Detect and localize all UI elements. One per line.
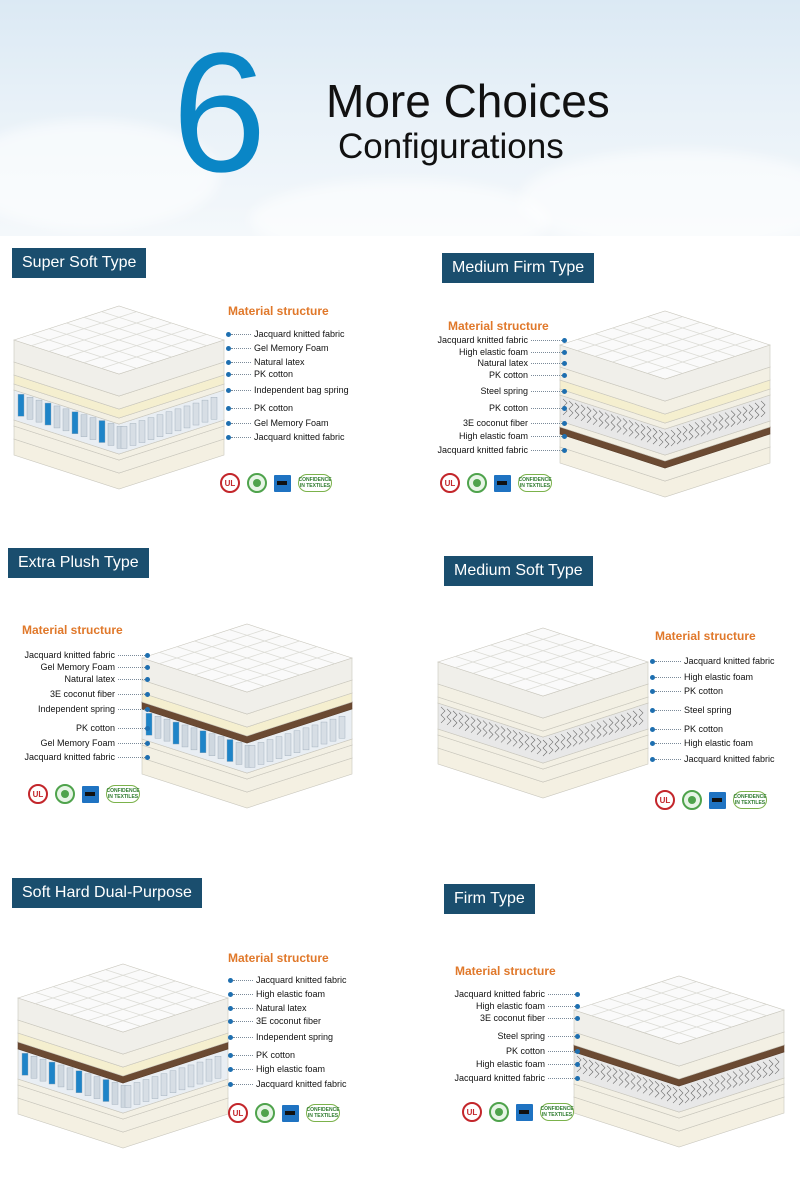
layer-pointer-dot bbox=[562, 350, 567, 355]
layer-label: Jacquard knitted fabric bbox=[254, 329, 345, 339]
layer-label: Steel spring bbox=[497, 1031, 545, 1041]
layer-leader-line bbox=[655, 661, 681, 662]
blue-certification-icon bbox=[282, 1105, 299, 1122]
layer-label: High elastic foam bbox=[475, 1001, 545, 1011]
layer-leader-line bbox=[118, 679, 145, 680]
layer-label: Steel spring bbox=[684, 705, 732, 715]
layer-label: 3E coconut fiber bbox=[479, 1013, 545, 1023]
layer-pointer-dot bbox=[226, 332, 231, 337]
layer-label: Natural latex bbox=[477, 358, 528, 368]
layer-pointer-dot bbox=[228, 1019, 233, 1024]
layer-leader-line bbox=[231, 348, 251, 349]
mattress-illustration bbox=[574, 976, 784, 1157]
type-title-badge: Medium Soft Type bbox=[444, 556, 593, 586]
layer-leader-line bbox=[655, 759, 681, 760]
layer-leader-line bbox=[233, 1084, 253, 1085]
mattress-illustration bbox=[14, 306, 224, 499]
oeko-tex-certification-icon: CONFIDENCE IN TEXTILES bbox=[298, 474, 332, 492]
layer-pointer-dot bbox=[145, 653, 150, 658]
layer-label: PK cotton bbox=[505, 1046, 545, 1056]
layer-label: Jacquard knitted fabric bbox=[684, 754, 775, 764]
hero-banner bbox=[0, 0, 800, 236]
layer-pointer-dot bbox=[226, 388, 231, 393]
material-structure-heading: Material structure bbox=[655, 629, 756, 643]
layer-pointer-dot bbox=[226, 372, 231, 377]
layer-leader-line bbox=[548, 1051, 575, 1052]
layer-pointer-dot bbox=[562, 338, 567, 343]
layer-label: PK cotton bbox=[684, 724, 724, 734]
layer-leader-line bbox=[118, 667, 145, 668]
layer-leader-line bbox=[233, 980, 253, 981]
layer-leader-line bbox=[531, 340, 562, 341]
layer-leader-line bbox=[233, 1037, 253, 1038]
layer-pointer-dot bbox=[562, 361, 567, 366]
hero-number: 6 bbox=[172, 18, 267, 208]
layer-leader-line bbox=[231, 408, 251, 409]
layer-pointer-dot bbox=[562, 421, 567, 426]
layer-leader-line bbox=[531, 450, 562, 451]
layer-pointer-dot bbox=[226, 406, 231, 411]
layer-pointer-dot bbox=[650, 708, 655, 713]
layer-pointer-dot bbox=[226, 346, 231, 351]
layer-leader-line bbox=[118, 757, 145, 758]
layer-leader-line bbox=[655, 729, 681, 730]
layer-leader-line bbox=[118, 709, 145, 710]
type-title-badge: Super Soft Type bbox=[12, 248, 146, 278]
layer-pointer-dot bbox=[575, 1034, 580, 1039]
layer-leader-line bbox=[231, 362, 251, 363]
layer-leader-line bbox=[655, 691, 681, 692]
layer-label: PK cotton bbox=[75, 723, 115, 733]
layer-label: Natural latex bbox=[256, 1003, 307, 1013]
type-title-badge: Firm Type bbox=[444, 884, 535, 914]
certification-logos bbox=[228, 1103, 340, 1123]
layer-label: Jacquard knitted fabric bbox=[454, 1073, 545, 1083]
layer-pointer-dot bbox=[562, 406, 567, 411]
layer-leader-line bbox=[531, 391, 562, 392]
layer-label: PK cotton bbox=[488, 403, 528, 413]
blue-certification-icon bbox=[82, 786, 99, 803]
eco-certification-icon bbox=[682, 790, 702, 810]
layer-leader-line bbox=[231, 390, 251, 391]
layer-label: Gel Memory Foam bbox=[254, 418, 329, 428]
mattress-illustration bbox=[438, 628, 648, 808]
layer-leader-line bbox=[531, 423, 562, 424]
layer-leader-line bbox=[548, 1064, 575, 1065]
layer-leader-line bbox=[531, 363, 562, 364]
config-panel-super-soft bbox=[0, 236, 400, 536]
layer-label: High elastic foam bbox=[458, 347, 528, 357]
layer-pointer-dot bbox=[145, 707, 150, 712]
layer-label: Steel spring bbox=[480, 386, 528, 396]
certification-logos bbox=[220, 473, 332, 493]
layer-pointer-dot bbox=[562, 448, 567, 453]
layer-label: Gel Memory Foam bbox=[40, 662, 115, 672]
layer-leader-line bbox=[118, 694, 145, 695]
layer-pointer-dot bbox=[650, 659, 655, 664]
blue-certification-icon bbox=[516, 1104, 533, 1121]
config-panel-extra-plush bbox=[0, 536, 400, 836]
material-structure-heading: Material structure bbox=[455, 964, 556, 978]
layer-leader-line bbox=[233, 994, 253, 995]
layer-pointer-dot bbox=[575, 1004, 580, 1009]
layer-pointer-dot bbox=[650, 689, 655, 694]
eco-certification-icon bbox=[55, 784, 75, 804]
layer-pointer-dot bbox=[145, 726, 150, 731]
layer-label: Gel Memory Foam bbox=[40, 738, 115, 748]
layer-label: High elastic foam bbox=[475, 1059, 545, 1069]
layer-pointer-dot bbox=[226, 360, 231, 365]
certification-logos bbox=[462, 1102, 574, 1122]
blue-certification-icon bbox=[274, 475, 291, 492]
ul-certification-icon: UL bbox=[655, 790, 675, 810]
layer-label: High elastic foam bbox=[256, 989, 326, 999]
layer-pointer-dot bbox=[228, 1035, 233, 1040]
layer-pointer-dot bbox=[575, 1049, 580, 1054]
ul-certification-icon: UL bbox=[228, 1103, 248, 1123]
certification-logos bbox=[440, 473, 552, 493]
layer-label: Jacquard knitted fabric bbox=[437, 445, 528, 455]
layer-leader-line bbox=[233, 1069, 253, 1070]
eco-certification-icon bbox=[467, 473, 487, 493]
layer-pointer-dot bbox=[228, 1082, 233, 1087]
layer-pointer-dot bbox=[228, 992, 233, 997]
layer-label: 3E coconut fiber bbox=[256, 1016, 322, 1026]
config-panel-firm bbox=[400, 866, 800, 1166]
layer-pointer-dot bbox=[562, 434, 567, 439]
hero-subtitle: Configurations bbox=[338, 127, 564, 166]
config-panel-medium-firm bbox=[400, 236, 800, 536]
layer-leader-line bbox=[548, 1036, 575, 1037]
material-structure-heading: Material structure bbox=[228, 951, 329, 965]
oeko-tex-certification-icon: CONFIDENCE IN TEXTILES bbox=[540, 1103, 574, 1121]
layer-leader-line bbox=[531, 436, 562, 437]
layer-label: High elastic foam bbox=[458, 431, 528, 441]
layer-label: Independent spring bbox=[37, 704, 115, 714]
layer-leader-line bbox=[548, 1078, 575, 1079]
layer-pointer-dot bbox=[228, 1006, 233, 1011]
layer-pointer-dot bbox=[145, 741, 150, 746]
layer-leader-line bbox=[531, 352, 562, 353]
layer-pointer-dot bbox=[228, 978, 233, 983]
layer-label: Jacquard knitted fabric bbox=[256, 1079, 347, 1089]
layer-label: Jacquard knitted fabric bbox=[254, 432, 345, 442]
hero-title: More Choices bbox=[326, 75, 610, 127]
layer-label: Natural latex bbox=[64, 674, 115, 684]
layer-label: Jacquard knitted fabric bbox=[454, 989, 545, 999]
layer-label: Independent spring bbox=[256, 1032, 334, 1042]
layer-leader-line bbox=[233, 1021, 253, 1022]
eco-certification-icon bbox=[247, 473, 267, 493]
layer-pointer-dot bbox=[575, 992, 580, 997]
material-structure-heading: Material structure bbox=[448, 319, 549, 333]
layer-leader-line bbox=[118, 655, 145, 656]
layer-leader-line bbox=[655, 710, 681, 711]
layer-label: PK cotton bbox=[256, 1050, 296, 1060]
type-title-badge: Extra Plush Type bbox=[8, 548, 149, 578]
layer-pointer-dot bbox=[226, 435, 231, 440]
layer-leader-line bbox=[231, 437, 251, 438]
layer-label: PK cotton bbox=[684, 686, 724, 696]
layer-label: Gel Memory Foam bbox=[254, 343, 329, 353]
layer-leader-line bbox=[231, 334, 251, 335]
oeko-tex-certification-icon: CONFIDENCE IN TEXTILES bbox=[106, 785, 140, 803]
oeko-tex-certification-icon: CONFIDENCE IN TEXTILES bbox=[306, 1104, 340, 1122]
layer-label: PK cotton bbox=[254, 403, 294, 413]
oeko-tex-certification-icon: CONFIDENCE IN TEXTILES bbox=[518, 474, 552, 492]
layer-leader-line bbox=[118, 743, 145, 744]
type-title-badge: Medium Firm Type bbox=[442, 253, 594, 283]
layer-pointer-dot bbox=[650, 757, 655, 762]
ul-certification-icon: UL bbox=[462, 1102, 482, 1122]
certification-logos bbox=[28, 784, 140, 804]
layer-pointer-dot bbox=[226, 421, 231, 426]
layer-leader-line bbox=[548, 1018, 575, 1019]
layer-pointer-dot bbox=[562, 389, 567, 394]
mattress-illustration bbox=[560, 311, 770, 507]
blue-certification-icon bbox=[494, 475, 511, 492]
layer-label: PK cotton bbox=[254, 369, 294, 379]
layer-leader-line bbox=[531, 408, 562, 409]
oeko-tex-certification-icon: CONFIDENCE IN TEXTILES bbox=[733, 791, 767, 809]
layer-pointer-dot bbox=[145, 677, 150, 682]
layer-label: Jacquard knitted fabric bbox=[24, 752, 115, 762]
layer-pointer-dot bbox=[145, 692, 150, 697]
layer-label: Jacquard knitted fabric bbox=[256, 975, 347, 985]
layer-label: 3E coconut fiber bbox=[49, 689, 115, 699]
layer-pointer-dot bbox=[562, 373, 567, 378]
layer-label: 3E coconut fiber bbox=[462, 418, 528, 428]
layer-leader-line bbox=[548, 1006, 575, 1007]
material-structure-heading: Material structure bbox=[228, 304, 329, 318]
layer-label: Jacquard knitted fabric bbox=[24, 650, 115, 660]
layer-leader-line bbox=[655, 743, 681, 744]
layer-leader-line bbox=[231, 423, 251, 424]
layer-pointer-dot bbox=[145, 755, 150, 760]
layer-leader-line bbox=[233, 1008, 253, 1009]
layer-label: High elastic foam bbox=[684, 672, 754, 682]
config-panel-medium-soft bbox=[400, 536, 800, 836]
layer-label: Jacquard knitted fabric bbox=[437, 335, 528, 345]
layer-pointer-dot bbox=[228, 1053, 233, 1058]
layer-pointer-dot bbox=[575, 1062, 580, 1067]
layer-pointer-dot bbox=[650, 741, 655, 746]
eco-certification-icon bbox=[255, 1103, 275, 1123]
layer-label: PK cotton bbox=[488, 370, 528, 380]
mattress-illustration bbox=[18, 964, 228, 1158]
layer-label: Jacquard knitted fabric bbox=[684, 656, 775, 666]
certification-logos bbox=[655, 790, 767, 810]
layer-pointer-dot bbox=[575, 1016, 580, 1021]
layer-pointer-dot bbox=[145, 665, 150, 670]
layer-label: High elastic foam bbox=[684, 738, 754, 748]
layer-leader-line bbox=[655, 677, 681, 678]
layer-pointer-dot bbox=[228, 1067, 233, 1072]
layer-label: Natural latex bbox=[254, 357, 305, 367]
layer-pointer-dot bbox=[650, 675, 655, 680]
ul-certification-icon: UL bbox=[440, 473, 460, 493]
layer-pointer-dot bbox=[650, 727, 655, 732]
layer-pointer-dot bbox=[575, 1076, 580, 1081]
layer-leader-line bbox=[233, 1055, 253, 1056]
type-title-badge: Soft Hard Dual-Purpose bbox=[12, 878, 202, 908]
layer-label: High elastic foam bbox=[256, 1064, 326, 1074]
layer-leader-line bbox=[548, 994, 575, 995]
ul-certification-icon: UL bbox=[28, 784, 48, 804]
eco-certification-icon bbox=[489, 1102, 509, 1122]
ul-certification-icon: UL bbox=[220, 473, 240, 493]
layer-label: Independent bag spring bbox=[254, 385, 349, 395]
mattress-illustration bbox=[142, 624, 352, 818]
layer-leader-line bbox=[231, 374, 251, 375]
layer-leader-line bbox=[531, 375, 562, 376]
layer-leader-line bbox=[118, 728, 145, 729]
material-structure-heading: Material structure bbox=[22, 623, 123, 637]
config-panel-soft-hard bbox=[0, 866, 400, 1166]
blue-certification-icon bbox=[709, 792, 726, 809]
